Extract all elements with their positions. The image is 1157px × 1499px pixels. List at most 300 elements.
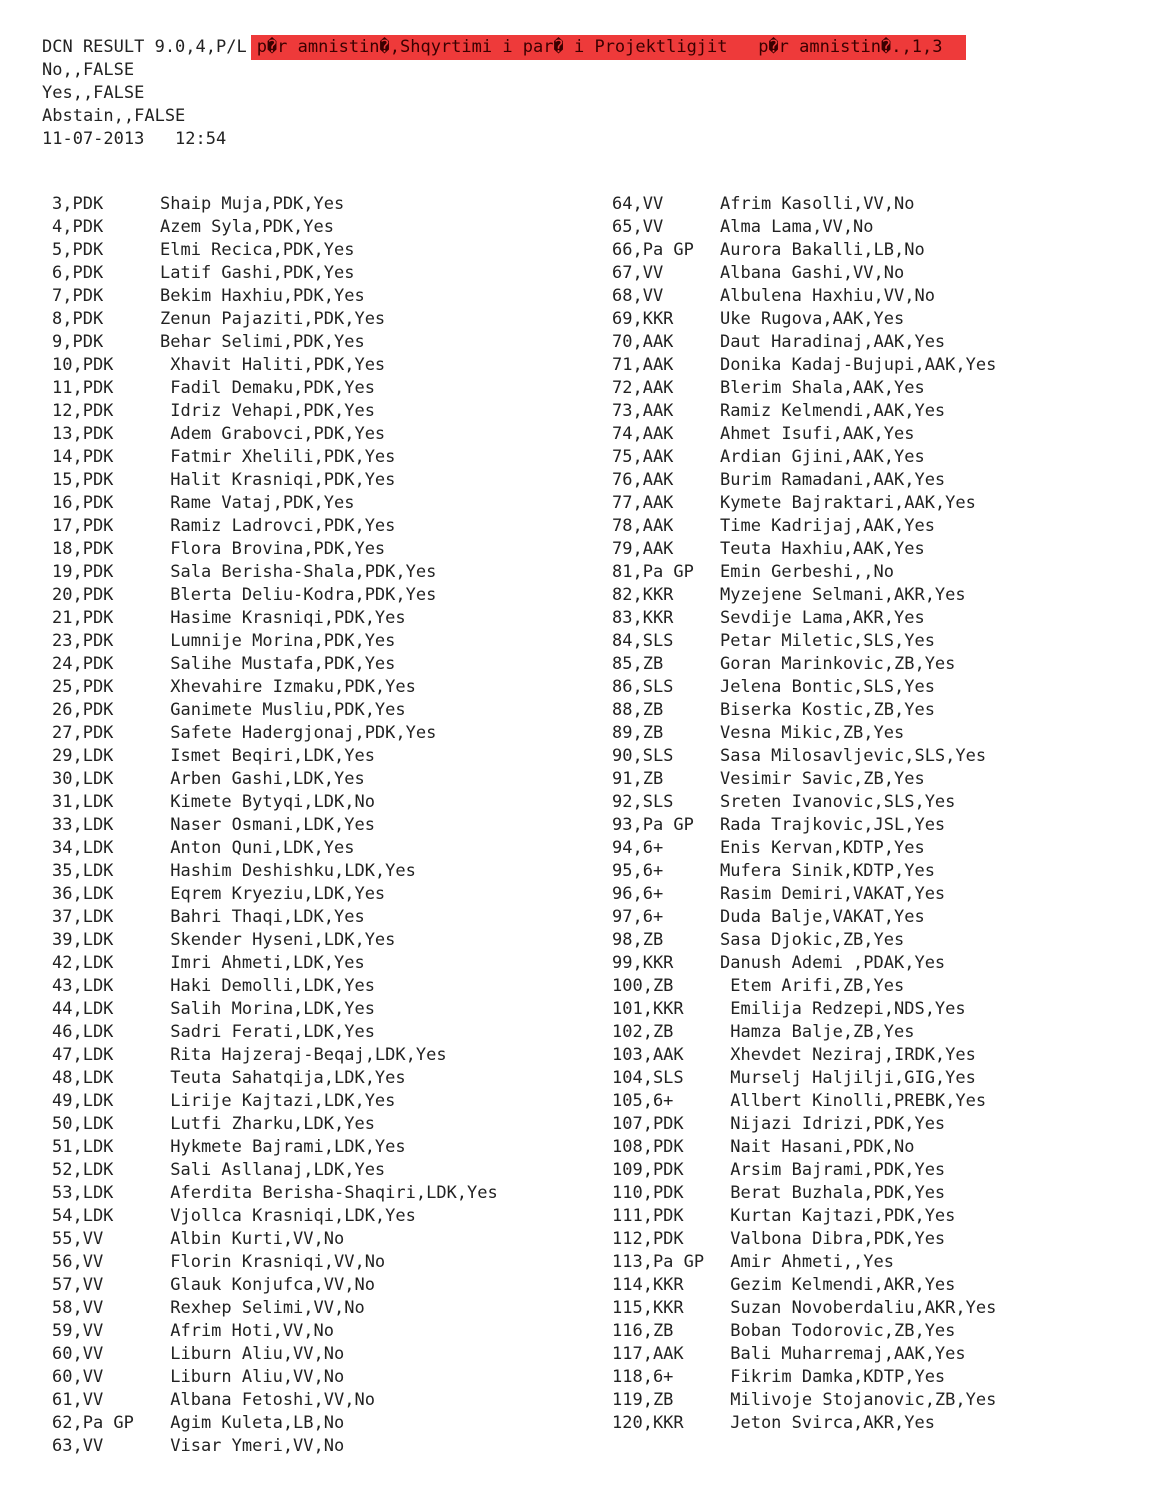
list-item xyxy=(52,630,572,653)
seat-label: 43,LDK xyxy=(52,976,114,996)
list-item xyxy=(52,308,572,331)
list-item xyxy=(612,515,1152,538)
vote-entry: Salihe Mustafa,PDK,Yes xyxy=(160,654,396,674)
seat-label: 35,LDK xyxy=(52,861,114,881)
vote-entry: Suzan Novoberdaliu,AKR,Yes xyxy=(720,1298,997,1318)
timestamp-line: 11-07-2013 12:54 xyxy=(42,129,227,149)
list-item xyxy=(612,446,1152,469)
seat-label: 118,6+ xyxy=(612,1367,674,1387)
seat-label: 60,VV xyxy=(52,1344,104,1364)
vote-entry: Liburn Aliu,VV,No xyxy=(160,1367,345,1387)
list-item xyxy=(612,1090,1152,1113)
list-item xyxy=(612,791,1152,814)
vote-entry: Fadil Demaku,PDK,Yes xyxy=(160,378,375,398)
vote-entry: Donika Kadaj-Bujupi,AAK,Yes xyxy=(720,355,997,375)
list-item xyxy=(52,929,572,952)
seat-label: 31,LDK xyxy=(52,792,114,812)
list-item xyxy=(612,331,1152,354)
seat-label: 37,LDK xyxy=(52,907,114,927)
seat-label: 101,KKR xyxy=(612,999,684,1019)
seat-label: 18,PDK xyxy=(52,539,114,559)
seat-label: 13,PDK xyxy=(52,424,114,444)
seat-label: 25,PDK xyxy=(52,677,114,697)
seat-label: 71,AAK xyxy=(612,355,674,375)
vote-entry: Flora Brovina,PDK,Yes xyxy=(160,539,386,559)
list-item xyxy=(52,400,572,423)
seat-label: 46,LDK xyxy=(52,1022,114,1042)
vote-entry: Hamza Balje,ZB,Yes xyxy=(720,1022,915,1042)
list-item xyxy=(612,630,1152,653)
vote-entry: Hasime Krasniqi,PDK,Yes xyxy=(160,608,406,628)
yes-total-line: Yes,,FALSE xyxy=(42,83,145,103)
vote-entry: Salih Morina,LDK,Yes xyxy=(160,999,375,1019)
seat-label: 117,AAK xyxy=(612,1344,684,1364)
seat-label: 33,LDK xyxy=(52,815,114,835)
list-item xyxy=(52,1412,572,1435)
seat-label: 85,ZB xyxy=(612,654,664,674)
vote-entry: Albana Fetoshi,VV,No xyxy=(160,1390,375,1410)
seat-label: 110,PDK xyxy=(612,1183,684,1203)
vote-entry: Fikrim Damka,KDTP,Yes xyxy=(720,1367,946,1387)
list-item xyxy=(52,492,572,515)
vote-entry: Emin Gerbeshi,,No xyxy=(720,562,894,582)
list-item xyxy=(612,1182,1152,1205)
seat-label: 115,KKR xyxy=(612,1298,684,1318)
vote-entry: Boban Todorovic,ZB,Yes xyxy=(720,1321,956,1341)
seat-label: 114,KKR xyxy=(612,1275,684,1295)
seat-label: 88,ZB xyxy=(612,700,664,720)
list-item xyxy=(52,837,572,860)
vote-entry: Aferdita Berisha-Shaqiri,LDK,Yes xyxy=(160,1183,498,1203)
list-item xyxy=(612,285,1152,308)
seat-label: 72,AAK xyxy=(612,378,674,398)
seat-label: 23,PDK xyxy=(52,631,114,651)
vote-entry: Kimete Bytyqi,LDK,No xyxy=(160,792,375,812)
vote-entry: Latif Gashi,PDK,Yes xyxy=(160,263,355,283)
vote-entry: Eqrem Kryeziu,LDK,Yes xyxy=(160,884,386,904)
seat-label: 104,SLS xyxy=(612,1068,684,1088)
seat-label: 83,KKR xyxy=(612,608,674,628)
vote-entry: Ramiz Kelmendi,AAK,Yes xyxy=(720,401,946,421)
list-item xyxy=(612,975,1152,998)
vote-entry: Azem Syla,PDK,Yes xyxy=(160,217,334,237)
vote-entry: Rame Vataj,PDK,Yes xyxy=(160,493,355,513)
seat-label: 10,PDK xyxy=(52,355,114,375)
seat-label: 34,LDK xyxy=(52,838,114,858)
vote-entry: Hashim Deshishku,LDK,Yes xyxy=(160,861,416,881)
vote-entry: Allbert Kinolli,PREBK,Yes xyxy=(720,1091,987,1111)
list-item xyxy=(52,653,572,676)
vote-entry: Rada Trajkovic,JSL,Yes xyxy=(720,815,946,835)
vote-entry: Xhevahire Izmaku,PDK,Yes xyxy=(160,677,416,697)
seat-label: 52,LDK xyxy=(52,1160,114,1180)
list-item xyxy=(52,193,572,216)
list-item xyxy=(612,1021,1152,1044)
vote-entry: Uke Rugova,AAK,Yes xyxy=(720,309,905,329)
vote-entry: Afrim Hoti,VV,No xyxy=(160,1321,334,1341)
vote-entry: Behar Selimi,PDK,Yes xyxy=(160,332,365,352)
seat-label: 26,PDK xyxy=(52,700,114,720)
vote-entry: Nijazi Idrizi,PDK,Yes xyxy=(720,1114,946,1134)
list-item xyxy=(612,745,1152,768)
list-item xyxy=(52,1251,572,1274)
no-total-line: No,,FALSE xyxy=(42,60,135,80)
seat-label: 50,LDK xyxy=(52,1114,114,1134)
seat-label: 81,Pa GP xyxy=(612,562,694,582)
seat-label: 59,VV xyxy=(52,1321,104,1341)
vote-entry: Nait Hasani,PDK,No xyxy=(720,1137,915,1157)
seat-label: 93,Pa GP xyxy=(612,815,694,835)
vote-entry: Haki Demolli,LDK,Yes xyxy=(160,976,375,996)
title-prefix: DCN RESULT 9.0,4,P/L xyxy=(42,37,247,57)
list-item xyxy=(52,331,572,354)
vote-entry: Goran Marinkovic,ZB,Yes xyxy=(720,654,956,674)
seat-label: 113,Pa GP xyxy=(612,1252,705,1272)
vote-entry: Enis Kervan,KDTP,Yes xyxy=(720,838,925,858)
vote-entry: Sasa Milosavljevic,SLS,Yes xyxy=(720,746,987,766)
list-item xyxy=(52,377,572,400)
list-item xyxy=(52,216,572,239)
seat-label: 112,PDK xyxy=(612,1229,684,1249)
seat-label: 15,PDK xyxy=(52,470,114,490)
list-item xyxy=(612,929,1152,952)
list-item xyxy=(52,285,572,308)
seat-label: 73,AAK xyxy=(612,401,674,421)
vote-entry: Shaip Muja,PDK,Yes xyxy=(160,194,345,214)
vote-entry: Petar Miletic,SLS,Yes xyxy=(720,631,935,651)
seat-label: 69,KKR xyxy=(612,309,674,329)
vote-entry: Lumnije Morina,PDK,Yes xyxy=(160,631,396,651)
list-item xyxy=(52,1090,572,1113)
seat-label: 3,PDK xyxy=(52,194,104,214)
list-item xyxy=(52,515,572,538)
vote-entry: Kurtan Kajtazi,PDK,Yes xyxy=(720,1206,956,1226)
seat-label: 19,PDK xyxy=(52,562,114,582)
list-item xyxy=(52,262,572,285)
vote-entry: Vjollca Krasniqi,LDK,Yes xyxy=(160,1206,416,1226)
list-item xyxy=(52,1021,572,1044)
list-item xyxy=(52,1389,572,1412)
list-item xyxy=(52,1320,572,1343)
list-item xyxy=(52,423,572,446)
list-item xyxy=(612,1343,1152,1366)
result-header xyxy=(42,36,1142,151)
seat-label: 64,VV xyxy=(612,194,664,214)
vote-entry: Rasim Demiri,VAKAT,Yes xyxy=(720,884,946,904)
seat-label: 119,ZB xyxy=(612,1390,674,1410)
seat-label: 54,LDK xyxy=(52,1206,114,1226)
list-item xyxy=(612,584,1152,607)
vote-entry: Sadri Ferati,LDK,Yes xyxy=(160,1022,375,1042)
vote-entry: Amir Ahmeti,,Yes xyxy=(720,1252,894,1272)
list-item xyxy=(612,883,1152,906)
seat-label: 86,SLS xyxy=(612,677,674,697)
list-item xyxy=(612,1251,1152,1274)
list-item xyxy=(612,1205,1152,1228)
seat-label: 12,PDK xyxy=(52,401,114,421)
list-item xyxy=(612,722,1152,745)
list-item xyxy=(52,1343,572,1366)
vote-entry: Teuta Haxhiu,AAK,Yes xyxy=(720,539,925,559)
list-item xyxy=(52,676,572,699)
seat-label: 90,SLS xyxy=(612,746,674,766)
list-item xyxy=(52,469,572,492)
vote-entry: Jelena Bontic,SLS,Yes xyxy=(720,677,935,697)
vote-entry: Lirije Kajtazi,LDK,Yes xyxy=(160,1091,396,1111)
list-item xyxy=(612,952,1152,975)
list-item xyxy=(52,1182,572,1205)
vote-entry: Valbona Dibra,PDK,Yes xyxy=(720,1229,946,1249)
vote-entry: Sali Asllanaj,LDK,Yes xyxy=(160,1160,386,1180)
seat-label: 5,PDK xyxy=(52,240,104,260)
vote-entry: Ardian Gjini,AAK,Yes xyxy=(720,447,925,467)
list-item xyxy=(52,607,572,630)
list-item xyxy=(612,1067,1152,1090)
seat-label: 42,LDK xyxy=(52,953,114,973)
vote-entry: Elmi Recica,PDK,Yes xyxy=(160,240,355,260)
seat-label: 57,VV xyxy=(52,1275,104,1295)
list-item xyxy=(52,1228,572,1251)
vote-entry: Sala Berisha-Shala,PDK,Yes xyxy=(160,562,437,582)
seat-label: 60,VV xyxy=(52,1367,104,1387)
seat-label: 102,ZB xyxy=(612,1022,674,1042)
list-item xyxy=(52,860,572,883)
vote-entry: Halit Krasniqi,PDK,Yes xyxy=(160,470,396,490)
seat-label: 4,PDK xyxy=(52,217,104,237)
vote-entry: Idriz Vehapi,PDK,Yes xyxy=(160,401,375,421)
vote-entry: Hykmete Bajrami,LDK,Yes xyxy=(160,1137,406,1157)
seat-label: 95,6+ xyxy=(612,861,664,881)
list-item xyxy=(52,1205,572,1228)
vote-entry: Imri Ahmeti,LDK,Yes xyxy=(160,953,365,973)
vote-entry: Biserka Kostic,ZB,Yes xyxy=(720,700,935,720)
list-item xyxy=(52,446,572,469)
list-item xyxy=(612,538,1152,561)
vote-entry: Blerim Shala,AAK,Yes xyxy=(720,378,925,398)
list-item xyxy=(612,216,1152,239)
vote-entry: Sreten Ivanovic,SLS,Yes xyxy=(720,792,956,812)
vote-entry: Anton Quni,LDK,Yes xyxy=(160,838,355,858)
seat-label: 120,KKR xyxy=(612,1413,684,1433)
list-item xyxy=(52,1274,572,1297)
vote-entry: Bekim Haxhiu,PDK,Yes xyxy=(160,286,365,306)
vote-entry: Ismet Beqiri,LDK,Yes xyxy=(160,746,375,766)
seat-label: 100,ZB xyxy=(612,976,674,996)
list-item xyxy=(612,768,1152,791)
list-item xyxy=(52,1044,572,1067)
list-item xyxy=(612,423,1152,446)
seat-label: 21,PDK xyxy=(52,608,114,628)
list-item xyxy=(612,1297,1152,1320)
vote-entry: Burim Ramadani,AAK,Yes xyxy=(720,470,946,490)
list-item xyxy=(52,1435,572,1458)
vote-entry: Ramiz Ladrovci,PDK,Yes xyxy=(160,516,396,536)
vote-entry: Xhavit Haliti,PDK,Yes xyxy=(160,355,386,375)
list-item xyxy=(52,561,572,584)
vote-entry: Danush Ademi ,PDAK,Yes xyxy=(720,953,946,973)
seat-label: 74,AAK xyxy=(612,424,674,444)
list-item xyxy=(612,1320,1152,1343)
vote-entry: Emilija Redzepi,NDS,Yes xyxy=(720,999,966,1019)
seat-label: 17,PDK xyxy=(52,516,114,536)
list-item xyxy=(52,1159,572,1182)
seat-label: 96,6+ xyxy=(612,884,664,904)
seat-label: 77,AAK xyxy=(612,493,674,513)
list-item xyxy=(612,1136,1152,1159)
vote-entry: Rexhep Selimi,VV,No xyxy=(160,1298,365,1318)
vote-entry: Alma Lama,VV,No xyxy=(720,217,874,237)
vote-entry: Safete Hadergjonaj,PDK,Yes xyxy=(160,723,437,743)
seat-label: 61,VV xyxy=(52,1390,104,1410)
list-item xyxy=(612,1044,1152,1067)
vote-entry: Lutfi Zharku,LDK,Yes xyxy=(160,1114,375,1134)
list-item xyxy=(52,1067,572,1090)
seat-label: 47,LDK xyxy=(52,1045,114,1065)
vote-entry: Skender Hyseni,LDK,Yes xyxy=(160,930,396,950)
list-item xyxy=(612,308,1152,331)
vote-entry: Time Kadrijaj,AAK,Yes xyxy=(720,516,935,536)
list-item xyxy=(612,653,1152,676)
seat-label: 111,PDK xyxy=(612,1206,684,1226)
vote-entry: Adem Grabovci,PDK,Yes xyxy=(160,424,386,444)
seat-label: 65,VV xyxy=(612,217,664,237)
vote-entry: Sasa Djokic,ZB,Yes xyxy=(720,930,905,950)
list-item xyxy=(52,768,572,791)
vote-entry: Ganimete Musliu,PDK,Yes xyxy=(160,700,406,720)
seat-label: 103,AAK xyxy=(612,1045,684,1065)
vote-entry: Sevdije Lama,AKR,Yes xyxy=(720,608,925,628)
vote-entry: Albulena Haxhiu,VV,No xyxy=(720,286,935,306)
seat-label: 99,KKR xyxy=(612,953,674,973)
vote-entry: Vesimir Savic,ZB,Yes xyxy=(720,769,925,789)
vote-entry: Glauk Konjufca,VV,No xyxy=(160,1275,375,1295)
list-item xyxy=(52,354,572,377)
vote-entry: Teuta Sahatqija,LDK,Yes xyxy=(160,1068,406,1088)
list-item xyxy=(612,607,1152,630)
seat-label: 24,PDK xyxy=(52,654,114,674)
seat-label: 51,LDK xyxy=(52,1137,114,1157)
vote-entry: Aurora Bakalli,LB,No xyxy=(720,240,925,260)
seat-label: 109,PDK xyxy=(612,1160,684,1180)
seat-label: 68,VV xyxy=(612,286,664,306)
list-item xyxy=(52,952,572,975)
vote-entry: Etem Arifi,ZB,Yes xyxy=(720,976,905,996)
list-item xyxy=(612,354,1152,377)
seat-label: 66,Pa GP xyxy=(612,240,694,260)
vote-entry: Agim Kuleta,LB,No xyxy=(160,1413,345,1433)
seat-label: 105,6+ xyxy=(612,1091,674,1111)
vote-entry: Naser Osmani,LDK,Yes xyxy=(160,815,375,835)
list-item xyxy=(612,262,1152,285)
vote-entry: Daut Haradinaj,AAK,Yes xyxy=(720,332,946,352)
list-item xyxy=(52,722,572,745)
vote-entry: Bahri Thaqi,LDK,Yes xyxy=(160,907,365,927)
seat-label: 8,PDK xyxy=(52,309,104,329)
seat-label: 30,LDK xyxy=(52,769,114,789)
vote-entry: Berat Buzhala,PDK,Yes xyxy=(720,1183,946,1203)
seat-label: 94,6+ xyxy=(612,838,664,858)
vote-entry: Xhevdet Neziraj,IRDK,Yes xyxy=(720,1045,976,1065)
seat-label: 27,PDK xyxy=(52,723,114,743)
list-item xyxy=(612,239,1152,262)
seat-label: 14,PDK xyxy=(52,447,114,467)
vote-entry: Arsim Bajrami,PDK,Yes xyxy=(720,1160,946,1180)
list-item xyxy=(612,860,1152,883)
list-item xyxy=(612,998,1152,1021)
list-item xyxy=(52,239,572,262)
vote-entry: Milivoje Stojanovic,ZB,Yes xyxy=(720,1390,997,1410)
list-item xyxy=(52,975,572,998)
vote-entry: Albin Kurti,VV,No xyxy=(160,1229,345,1249)
list-item xyxy=(612,1274,1152,1297)
seat-label: 92,SLS xyxy=(612,792,674,812)
seat-label: 91,ZB xyxy=(612,769,664,789)
list-item xyxy=(612,561,1152,584)
seat-label: 63,VV xyxy=(52,1436,104,1456)
vote-entry: Vesna Mikic,ZB,Yes xyxy=(720,723,905,743)
list-item xyxy=(612,837,1152,860)
seat-label: 75,AAK xyxy=(612,447,674,467)
list-item xyxy=(612,699,1152,722)
vote-entry: Zenun Pajaziti,PDK,Yes xyxy=(160,309,386,329)
vote-entry: Fatmir Xhelili,PDK,Yes xyxy=(160,447,396,467)
vote-entry: Duda Balje,VAKAT,Yes xyxy=(720,907,925,927)
seat-label: 62,Pa GP xyxy=(52,1413,134,1433)
seat-label: 9,PDK xyxy=(52,332,104,352)
seat-label: 56,VV xyxy=(52,1252,104,1272)
vote-entry: Liburn Aliu,VV,No xyxy=(160,1344,345,1364)
seat-label: 11,PDK xyxy=(52,378,114,398)
seat-label: 89,ZB xyxy=(612,723,664,743)
list-item xyxy=(52,1297,572,1320)
list-item xyxy=(612,906,1152,929)
seat-label: 78,AAK xyxy=(612,516,674,536)
vote-entry: Blerta Deliu-Kodra,PDK,Yes xyxy=(160,585,437,605)
vote-entry: Gezim Kelmendi,AKR,Yes xyxy=(720,1275,956,1295)
list-item xyxy=(52,791,572,814)
list-item xyxy=(612,1366,1152,1389)
abstain-total-line: Abstain,,FALSE xyxy=(42,106,186,126)
list-item xyxy=(52,538,572,561)
list-item xyxy=(612,814,1152,837)
seat-label: 107,PDK xyxy=(612,1114,684,1134)
seat-label: 36,LDK xyxy=(52,884,114,904)
list-item xyxy=(612,400,1152,423)
vote-entry: Visar Ymeri,VV,No xyxy=(160,1436,345,1456)
seat-label: 6,PDK xyxy=(52,263,104,283)
list-item xyxy=(612,1412,1152,1435)
seat-label: 70,AAK xyxy=(612,332,674,352)
vote-entry: Jeton Svirca,AKR,Yes xyxy=(720,1413,935,1433)
vote-entry: Ahmet Isufi,AAK,Yes xyxy=(720,424,915,444)
title-highlight: p�r amnistin�,Shqyrtimi i par� i Projektligjit p�r amnistin�.,1,3 xyxy=(251,35,967,60)
list-item xyxy=(612,377,1152,400)
seat-label: 39,LDK xyxy=(52,930,114,950)
seat-label: 55,VV xyxy=(52,1229,104,1249)
vote-entry: Afrim Kasolli,VV,No xyxy=(720,194,915,214)
list-item xyxy=(612,1228,1152,1251)
title-line xyxy=(42,36,1142,59)
vote-entry: Kymete Bajraktari,AAK,Yes xyxy=(720,493,976,513)
seat-label: 76,AAK xyxy=(612,470,674,490)
seat-label: 67,VV xyxy=(612,263,664,283)
seat-label: 16,PDK xyxy=(52,493,114,513)
seat-label: 98,ZB xyxy=(612,930,664,950)
vote-entry: Rita Hajzeraj-Beqaj,LDK,Yes xyxy=(160,1045,447,1065)
seat-label: 79,AAK xyxy=(612,539,674,559)
seat-label: 82,KKR xyxy=(612,585,674,605)
list-item xyxy=(612,1113,1152,1136)
